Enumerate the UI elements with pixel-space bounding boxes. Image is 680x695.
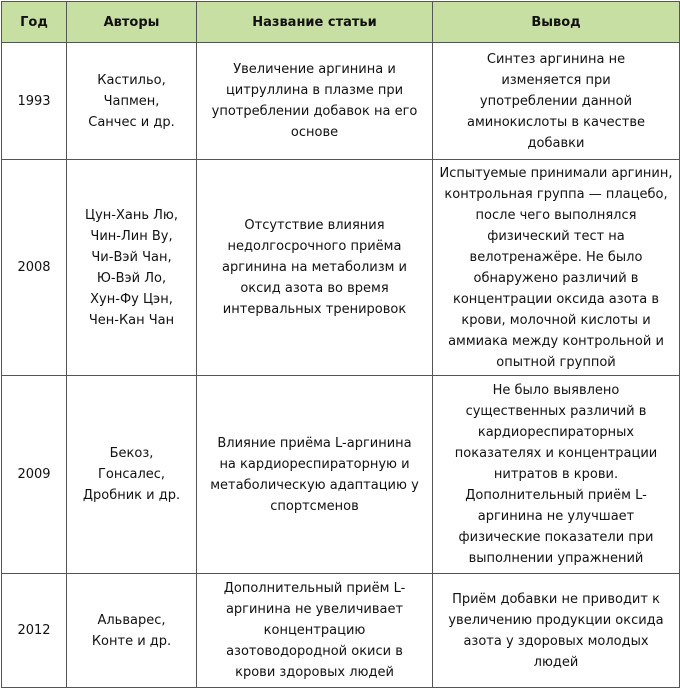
conclusion-cell [433,376,680,574]
conclusion-text: Испытуемые принимали аргинин, контрольная группа — плацебо, после чего выполнялся физический тест на велотренажёре. Не было обнаружено различий в концентрации оксида азота в крови, молочной кислоты и аммиака между контрольной и опытной группой [439,165,673,370]
year-cell: 1993 [2,43,67,160]
header-title: Название статьи [197,2,433,43]
title-text: Увеличение аргинина и цитруллина в плазме при употреблении добавок на его основе [211,62,418,140]
title-text: Отсутствие влияния недолгосрочного приёма аргинина на метаболизм и оксид азота во время интервальных тренировок [221,218,407,317]
conclusion-cell [433,43,680,160]
title-text: Дополнительный приём L-аргинина не увеличивает концентрацию азотоводородной окиси в крови здоровых людей [223,581,406,680]
header-year: Год [2,2,67,43]
authors-text: Бекоз, Гонсалес, Дробник и др. [82,446,181,503]
header-conclusion: Вывод [433,2,680,43]
authors-text: Альварес, Конте и др. [91,612,172,649]
conclusion-text: Не было выявлено существенных различий в кардиореспираторных показателях и концентрации нитратов в крови. Дополнительный приём L-аргинина не улучшает физические показатели при выполнении упражнений [454,383,658,566]
year-cell: 2012 [2,574,67,688]
authors-cell [67,43,197,160]
title-text: Влияние приёма L-аргинина на кардиореспираторную и метаболическую адаптацию у спортсменов [210,435,419,514]
conclusion-cell [433,574,680,688]
table-row [2,376,680,574]
conclusion-cell [433,160,680,376]
title-cell [197,43,433,160]
authors-text: Кастильо, Чапмен, Санчес и др. [88,72,175,130]
year-cell: 2008 [2,160,67,376]
conclusion-text: Приём добавки не приводит к увеличению продукции оксида азота у здоровых молодых людей [448,591,664,670]
conclusion-text: Синтез аргинина не изменяется при употреблении данной аминокислоты в качестве добавки [466,51,646,151]
research-table [1,1,680,688]
table-row [2,43,680,160]
title-cell [197,160,433,376]
header-authors: Авторы [67,2,197,43]
title-cell [197,376,433,574]
authors-cell [67,376,197,574]
table-row [2,574,680,688]
authors-text: Цун-Хань Лю, Чин-Лин Ву, Чи-Вэй Чан, Ю-Вэй Ло, Хун-Фу Цэн, Чен-Кан Чан [85,207,178,328]
authors-cell [67,574,197,688]
title-cell [197,574,433,688]
table-row [2,160,680,376]
authors-cell [67,160,197,376]
header-row [2,2,680,43]
year-cell: 2009 [2,376,67,574]
